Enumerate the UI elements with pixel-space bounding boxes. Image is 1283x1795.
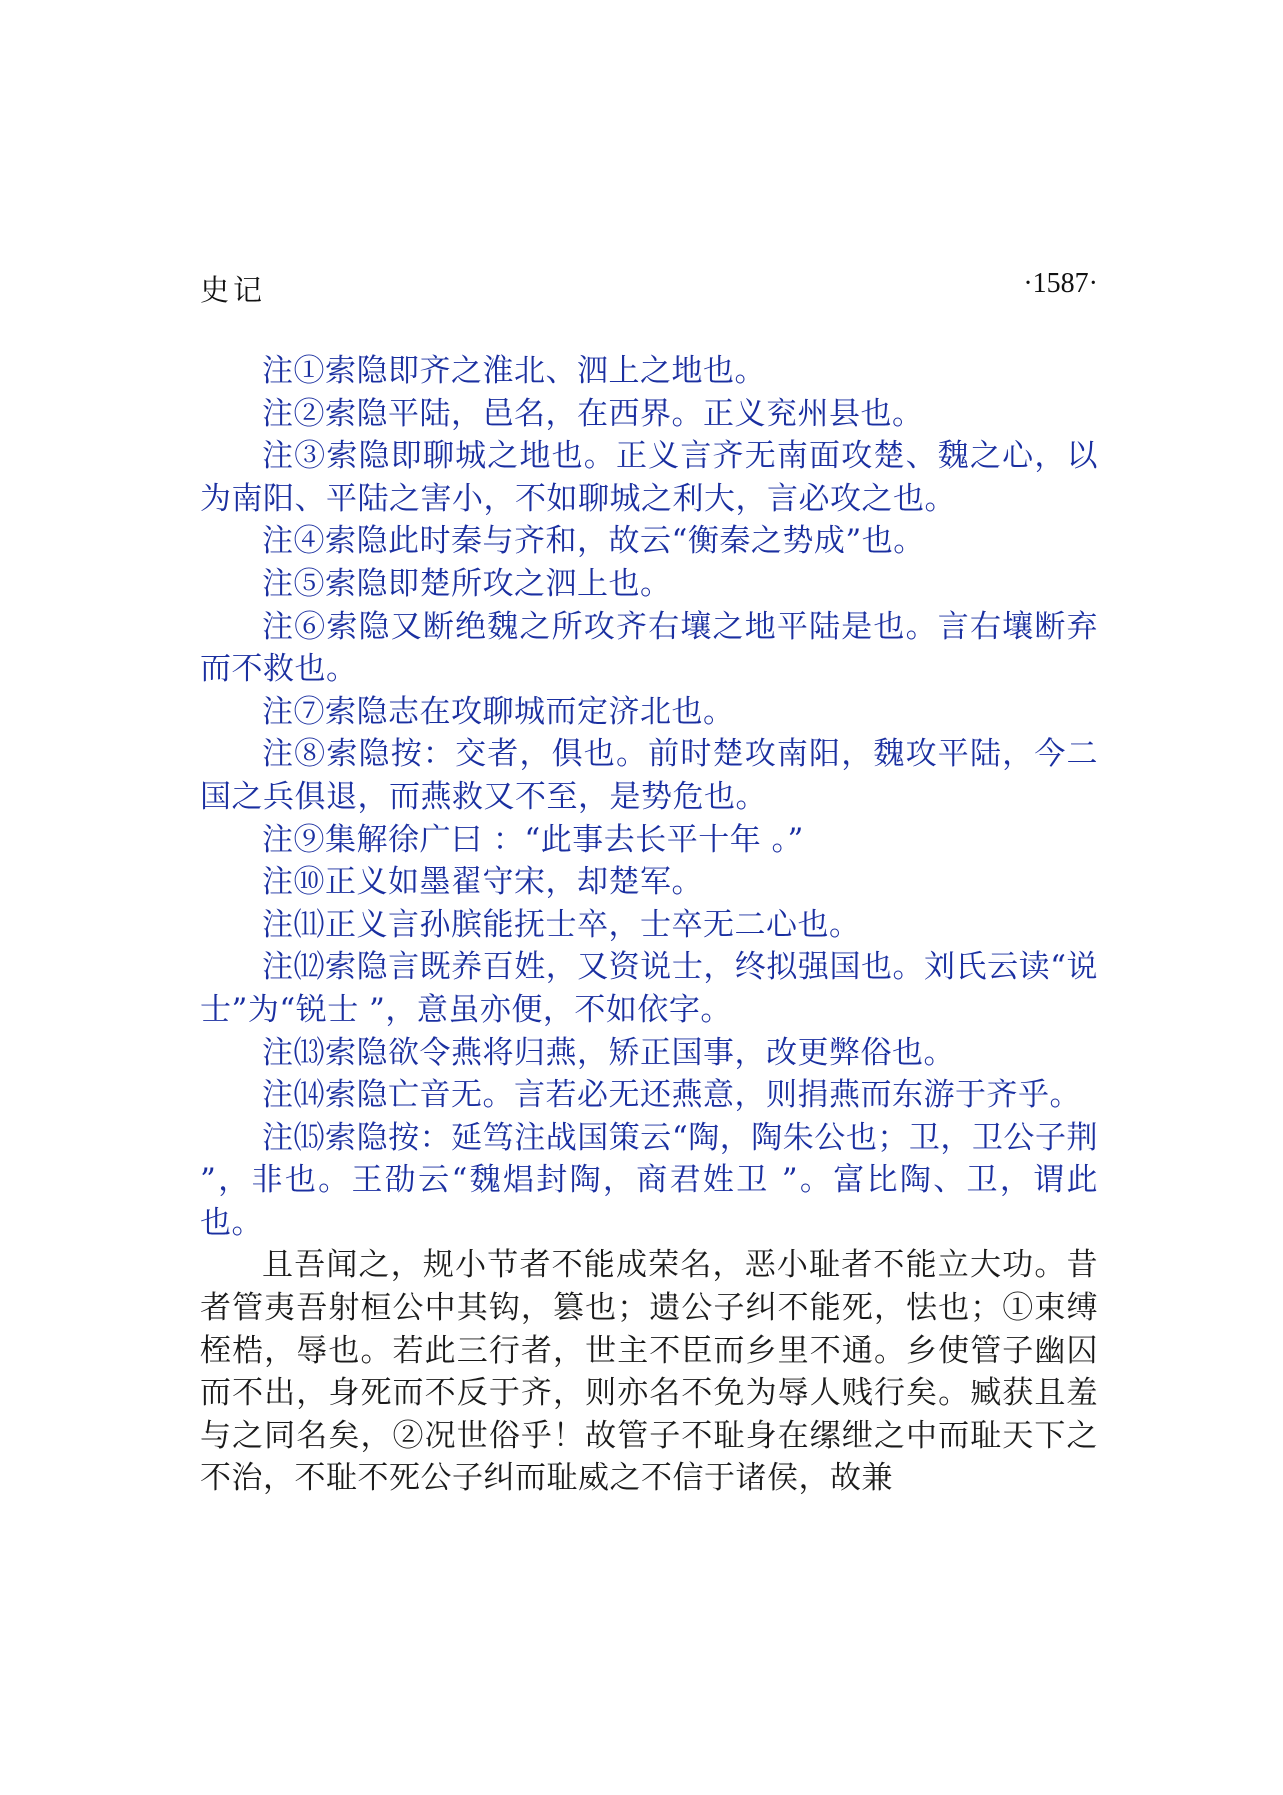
note-10: 注⑩正义如墨翟守宋，却楚军。 <box>262 864 703 901</box>
note-9: 注⑨集解徐广曰 ：“此事去长平十年 。” <box>262 821 804 858</box>
note-3: 注③索隐即聊城之地也。正义言齐无南面攻楚、魏之心，以为南阳、平陆之害小，不如聊城之利大，言必攻之也。 <box>200 438 1098 517</box>
page-body <box>200 350 1098 1500</box>
note-11: 注⑾正义言孙膑能抚士卒，士卒无二心也。 <box>262 906 861 943</box>
note-1: 注①索隐即齐之淮北、泗上之地也。 <box>262 353 766 389</box>
book-title: 史记 <box>200 273 267 307</box>
note-4: 注④索隐此时秦与齐和，故云“衡秦之势成”也。 <box>262 523 925 560</box>
note-6: 注⑥索隐又断绝魏之所攻齐右壤之地平陆是也。言右壤断弃而不救也。 <box>200 608 1098 688</box>
note-2: 注②索隐平陆，邑名，在西界。正义兖州县也。 <box>262 395 924 432</box>
note-13: 注⒀索隐欲令燕将归燕，矫正国事，改更弊俗也。 <box>262 1034 955 1071</box>
note-8: 注⑧索隐按：交者，俱也。前时楚攻南阳，魏攻平陆，今二国之兵俱退，而燕救又不至，是势危也。 <box>200 736 1098 815</box>
page-number: ·1587· <box>1023 268 1098 299</box>
note-12: 注⑿索隐言既养百姓，又资说士，终拟强国也。刘氏云读“说士”为“锐士 ”，意虽亦便，不如依字。 <box>200 949 1098 1028</box>
page-header <box>200 268 1098 312</box>
note-7: 注⑦索隐志在攻聊城而定济北也。 <box>262 693 735 730</box>
note-5: 注⑤索隐即楚所攻之泗上也。 <box>262 565 672 602</box>
main-text-paragraph: 且吾闻之，规小节者不能成荣名，恶小耻者不能立大功。昔者管夷吾射桓公中其钩，篡也；遗公子纠不能死，怯也；①束缚桎梏，辱也。若此三行者，世主不臣而乡里不通。乡使管子幽囚而不出，身死而不反于齐，则亦名不免为辱人贱行矣。臧获且羞与之同名矣，②况世俗乎！故管子不耻身在缧绁之中而耻天下之不治，不耻不死公子纠而耻威之不信于诸侯，故兼 <box>200 1247 1098 1497</box>
note-15: 注⒂索隐按：延笃注战国策云“陶，陶朱公也；卫，卫公子荆 ”，非也。王劭云“魏焻封陶，商君姓卫 ”。富比陶、卫，谓此也。 <box>200 1119 1098 1241</box>
note-14: 注⒁索隐亡音无。言若必无还燕意，则捐燕而东游于齐乎。 <box>262 1077 1081 1114</box>
